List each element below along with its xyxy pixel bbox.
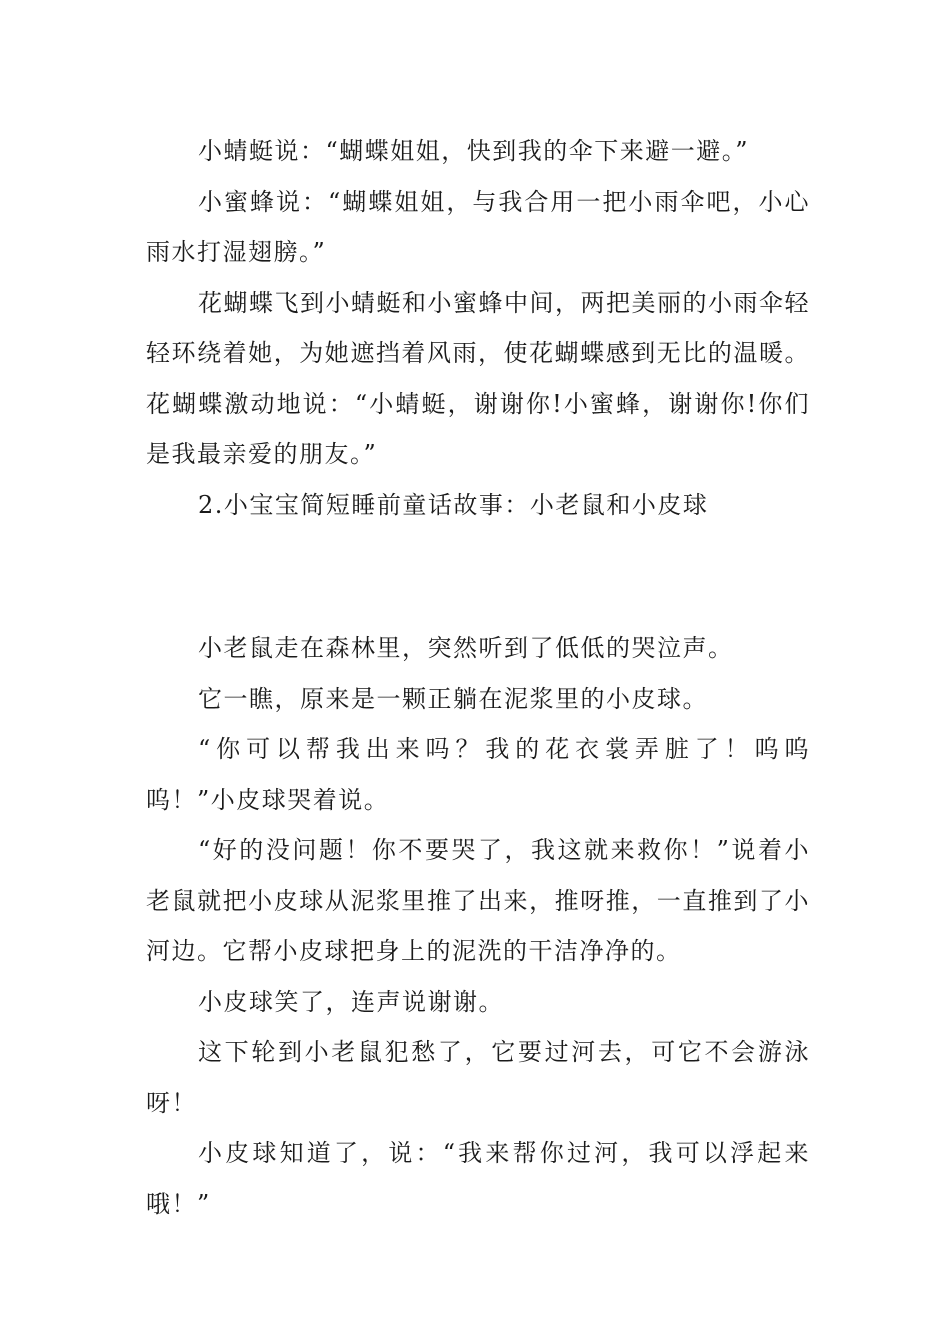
paragraph: 花蝴蝶飞到小蜻蜓和小蜜蜂中间，两把美丽的小雨伞轻轻环绕着她，为她遮挡着风雨，使花蝴蝶感到无比的温暖。花蝴蝶激动地说：“小蜻蜓，谢谢你!小蜜蜂，谢谢你!你们是我最亲爱的朋友。” xyxy=(146,288,810,468)
paragraph: 这下轮到小老鼠犯愁了，它要过河去，可它不会游泳呀！ xyxy=(146,1038,810,1117)
paragraph: “你可以帮我出来吗？我的花衣裳弄脏了！呜呜呜！”小皮球哭着说。 xyxy=(146,735,810,814)
story-section-2 xyxy=(146,623,810,1229)
paragraph: 它一瞧，原来是一颗正躺在泥浆里的小皮球。 xyxy=(198,684,708,713)
story-section-1 xyxy=(146,126,810,530)
paragraph: 小蜻蜓说：“蝴蝶姐姐，快到我的伞下来避一避。” xyxy=(198,137,750,165)
paragraph: 小老鼠走在森林里，突然听到了低低的哭泣声。 xyxy=(198,634,734,662)
section-heading: 2.小宝宝简短睡前童话故事：小老鼠和小皮球 xyxy=(198,490,709,519)
paragraph: 小皮球笑了，连声说谢谢。 xyxy=(198,987,504,1016)
paragraph: 小蜜蜂说：“蝴蝶姐姐，与我合用一把小雨伞吧，小心雨水打湿翅膀。” xyxy=(146,187,810,266)
paragraph: 小皮球知道了，说：“我来帮你过河，我可以浮起来哦！” xyxy=(146,1139,810,1218)
paragraph: “好的没问题！你不要哭了，我这就来救你！”说着小老鼠就把小皮球从泥浆里推了出来，推呀推，一直推到了小河边。它帮小皮球把身上的泥洗的干洁净净的。 xyxy=(146,836,810,965)
